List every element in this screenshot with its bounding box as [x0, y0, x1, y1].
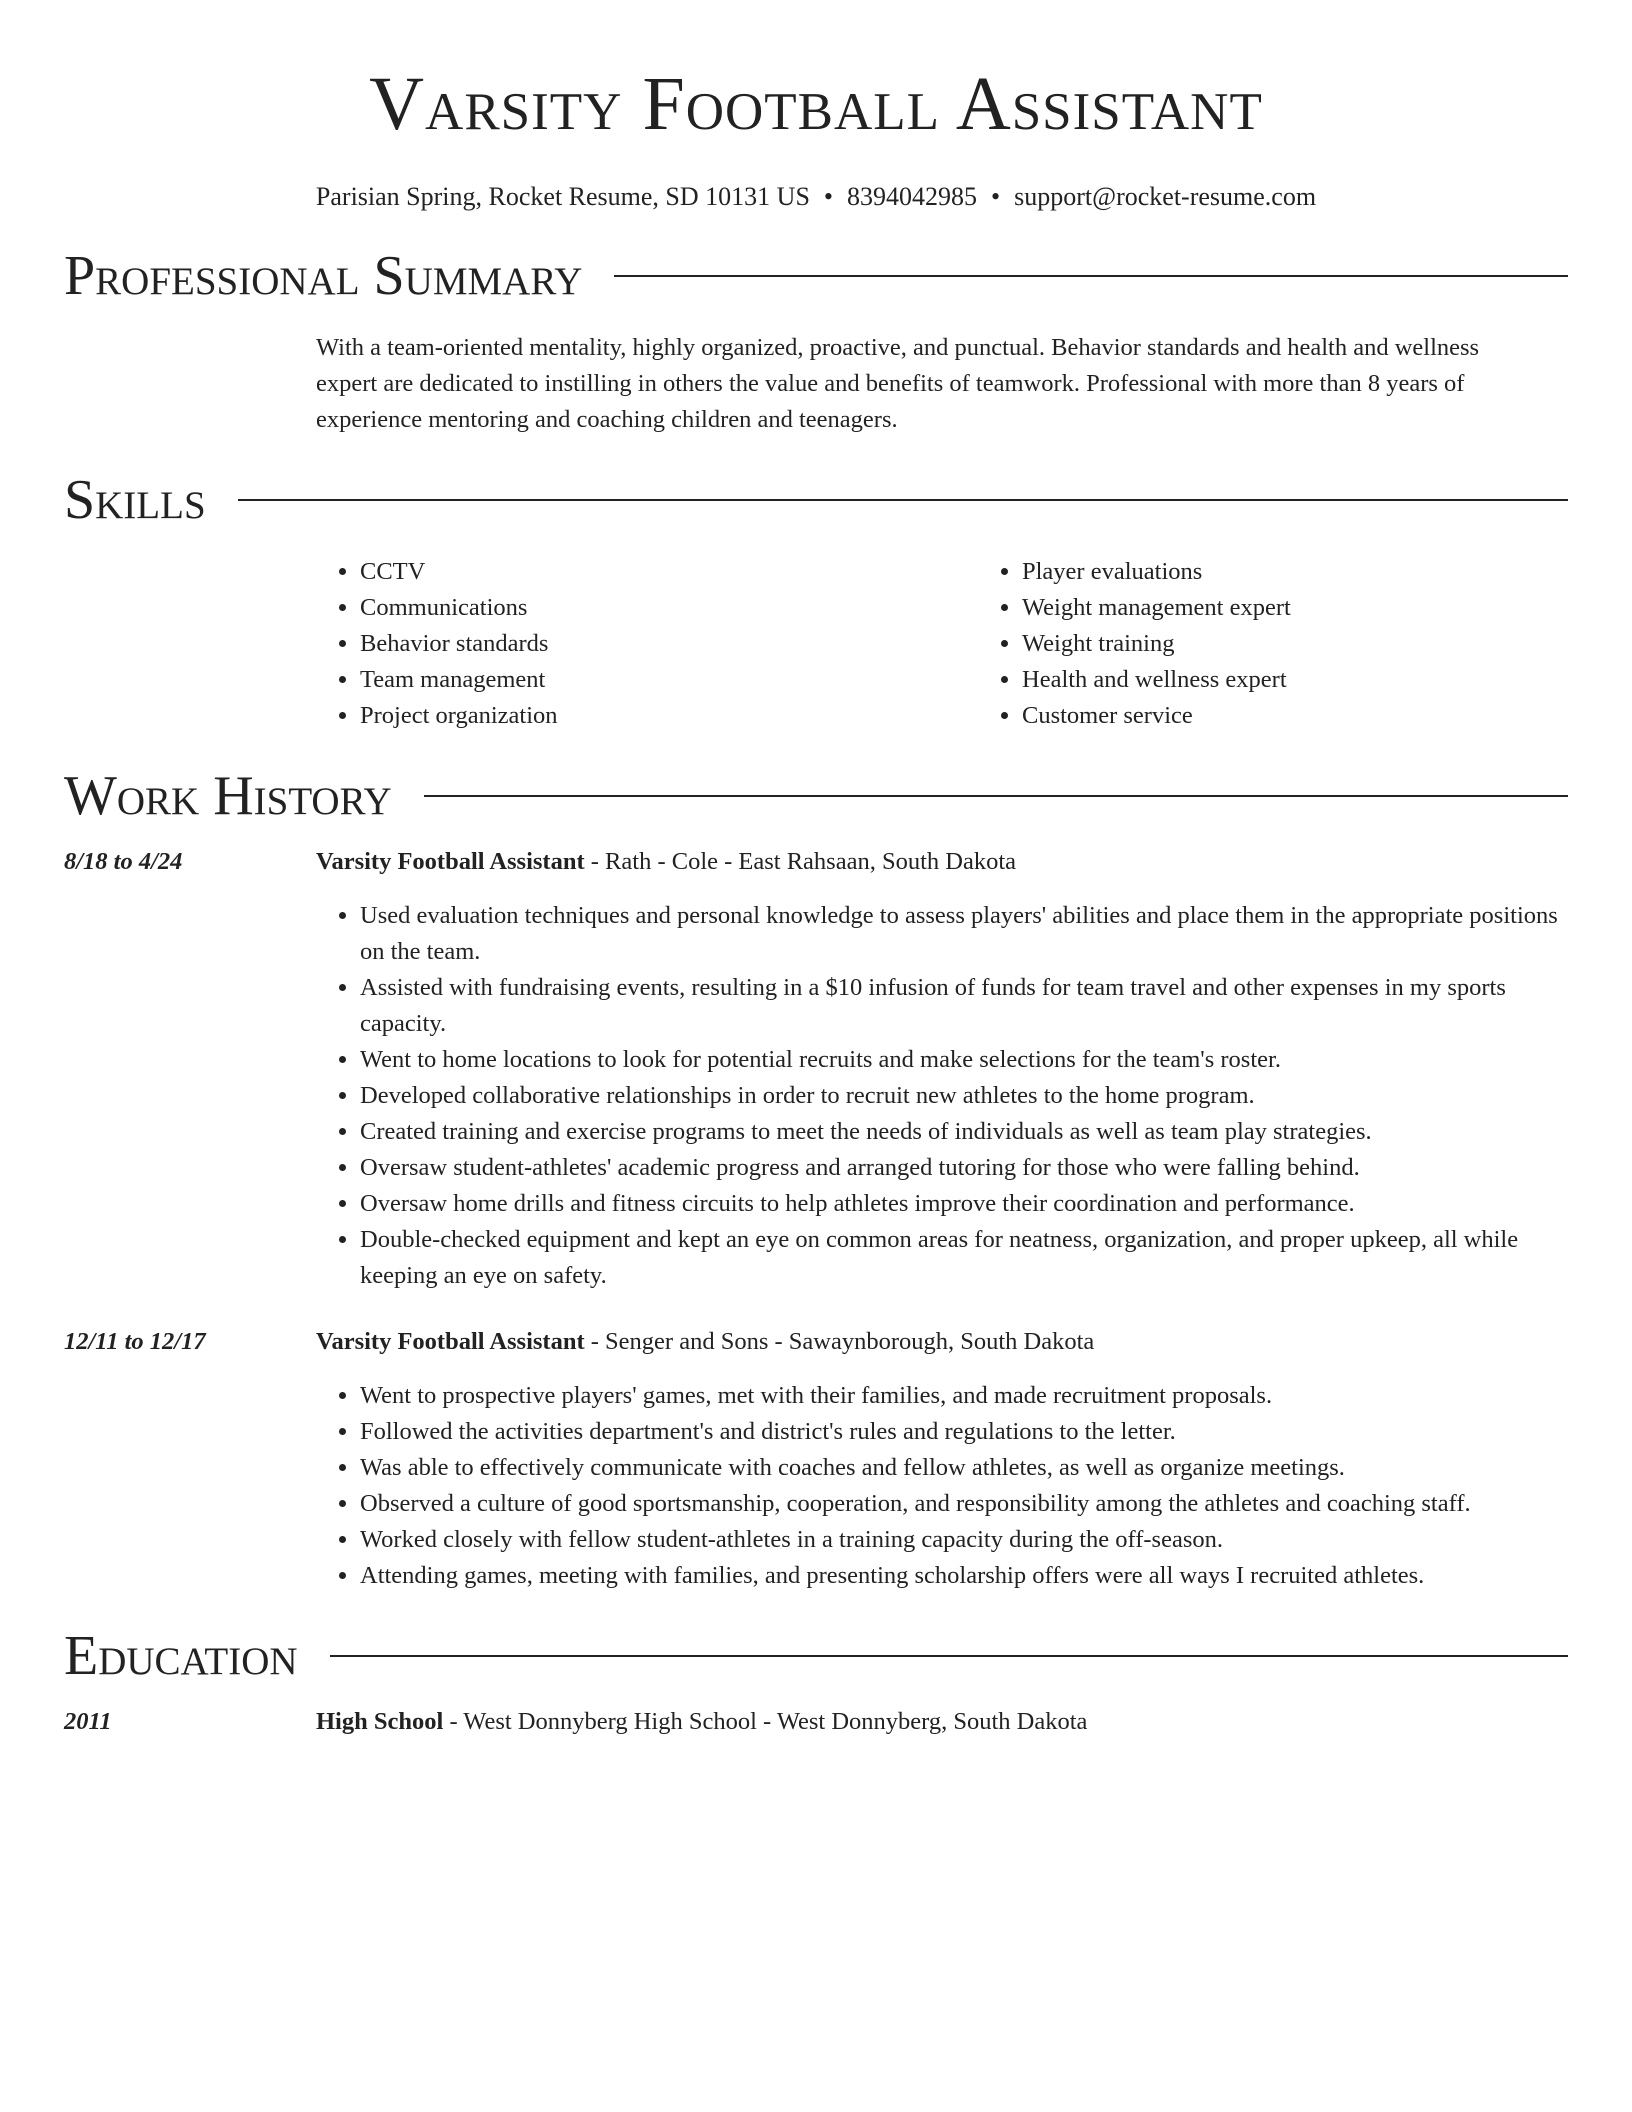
job-bullets	[316, 1378, 1568, 1594]
skills-list-left	[316, 554, 978, 734]
job-bullet: • Assisted with fundraising events, resulting in a $10 infusion of funds for team travel and other expenses in my sports capacity.	[360, 970, 1568, 1042]
job-title: Varsity Football Assistant	[316, 848, 585, 875]
skills-row	[64, 554, 1568, 734]
contact-separator: •	[823, 182, 834, 211]
job-bullet: • Oversaw student-athletes' academic progress and arranged tutoring for those who were falling behind.	[360, 1150, 1568, 1186]
job-details: - Rath - Cole - East Rahsaan, South Dakota	[584, 848, 1017, 875]
job-bullets-spacer	[64, 1360, 316, 1594]
skill-item: • Player evaluations	[1022, 554, 1632, 590]
skill-item: • CCTV	[360, 554, 978, 590]
section-title: Work History	[64, 765, 392, 827]
education-section	[64, 1624, 1568, 1740]
section-title: Education	[64, 1625, 298, 1687]
section-heading	[64, 244, 1568, 308]
section-title: Professional Summary	[64, 245, 583, 307]
job-heading	[316, 1324, 1568, 1360]
summary-section	[64, 244, 1568, 438]
skills-columns	[316, 554, 1632, 734]
candidate-name: Varsity Football Assistant	[369, 62, 1263, 146]
section-divider	[238, 499, 1568, 501]
education-year: 2011	[64, 1708, 112, 1735]
education-degree: High School	[316, 1708, 444, 1735]
job-entry	[64, 1324, 1568, 1594]
resume-header	[64, 56, 1568, 214]
job-bullet: • Attending games, meeting with families, and presenting scholarship offers were all ways I recruited athletes.	[360, 1558, 1568, 1594]
job-bullet: • Followed the activities department's and district's rules and regulations to the letter.	[360, 1414, 1568, 1450]
contact-phone: 8394042985	[847, 182, 978, 211]
contact-email[interactable]: support@rocket-resume.com	[1014, 182, 1317, 211]
job-header-row	[64, 844, 1568, 880]
education-details: - West Donnyberg High School - West Donnyberg, South Dakota	[443, 1708, 1088, 1735]
work-history-section	[64, 764, 1568, 1594]
contact-address: Parisian Spring, Rocket Resume, SD 10131 US	[315, 182, 810, 211]
skill-item: • Behavior standards	[360, 626, 978, 662]
skills-section	[64, 468, 1568, 734]
job-heading	[316, 844, 1568, 880]
job-bullet: • Went to prospective players' games, met with their families, and made recruitment proposals.	[360, 1378, 1568, 1414]
skill-item: • Health and wellness expert	[1022, 662, 1632, 698]
job-header-row	[64, 1324, 1568, 1360]
skill-item: • Customer service	[1022, 698, 1632, 734]
job-dates: 8/18 to 4/24	[64, 848, 183, 875]
education-heading	[316, 1704, 1568, 1740]
section-divider	[614, 275, 1568, 277]
skill-item: • Team management	[360, 662, 978, 698]
education-entry	[64, 1704, 1568, 1740]
job-bullet: • Developed collaborative relationships in order to recruit new athletes to the home program.	[360, 1078, 1568, 1114]
job-bullet: • Worked closely with fellow student-athletes in a training capacity during the off-season.	[360, 1522, 1568, 1558]
skills-spacer	[64, 554, 316, 734]
job-bullets-spacer	[64, 880, 316, 1294]
job-bullet: • Created training and exercise programs to meet the needs of individuals as well as team play strategies.	[360, 1114, 1568, 1150]
skill-item: • Communications	[360, 590, 978, 626]
section-heading	[64, 764, 1568, 828]
contact-line	[64, 180, 1568, 214]
skills-list-right	[978, 554, 1632, 734]
job-bullet: • Oversaw home drills and fitness circuits to help athletes improve their coordination and performance.	[360, 1186, 1568, 1222]
job-dates: 12/11 to 12/17	[64, 1328, 206, 1355]
job-bullet: • Was able to effectively communicate with coaches and fellow athletes, as well as organize meetings.	[360, 1450, 1568, 1486]
job-bullets-container	[316, 880, 1568, 1294]
job-entry	[64, 844, 1568, 1294]
section-divider	[424, 795, 1568, 797]
job-bullets-container	[316, 1360, 1568, 1594]
job-details: - Senger and Sons - Sawaynborough, South Dakota	[584, 1328, 1095, 1355]
job-bullets	[316, 898, 1568, 1294]
job-bullet: • Went to home locations to look for potential recruits and make selections for the team's roster.	[360, 1042, 1568, 1078]
summary-text: With a team-oriented mentality, highly organized, proactive, and punctual. Behavior standards and health and wellness expert are dedicated to instilling in others the value and benefits of teamwork. Professional with more than 8 years of experience mentoring and coaching children and teenagers.	[316, 334, 1480, 433]
summary-row	[64, 330, 1568, 438]
section-heading	[64, 468, 1568, 532]
job-bullet: • Double-checked equipment and kept an eye on common areas for neatness, organization, and proper upkeep, all while keeping an eye on safety.	[360, 1222, 1568, 1294]
contact-separator: •	[991, 182, 1001, 211]
job-bullets-row	[64, 880, 1568, 1294]
job-bullet: • Used evaluation techniques and personal knowledge to assess players' abilities and place them in the appropriate positions on the team.	[360, 898, 1568, 970]
section-divider	[330, 1655, 1568, 1657]
skill-item: • Project organization	[360, 698, 978, 734]
job-bullets-row	[64, 1360, 1568, 1594]
skill-item: • Weight management expert	[1022, 590, 1632, 626]
job-title: Varsity Football Assistant	[316, 1328, 585, 1355]
section-heading	[64, 1624, 1568, 1688]
job-bullet: • Observed a culture of good sportsmanship, cooperation, and responsibility among the athletes and coaching staff.	[360, 1486, 1568, 1522]
summary-spacer	[64, 330, 316, 438]
skill-item: • Weight training	[1022, 626, 1632, 662]
section-title: Skills	[64, 469, 206, 531]
